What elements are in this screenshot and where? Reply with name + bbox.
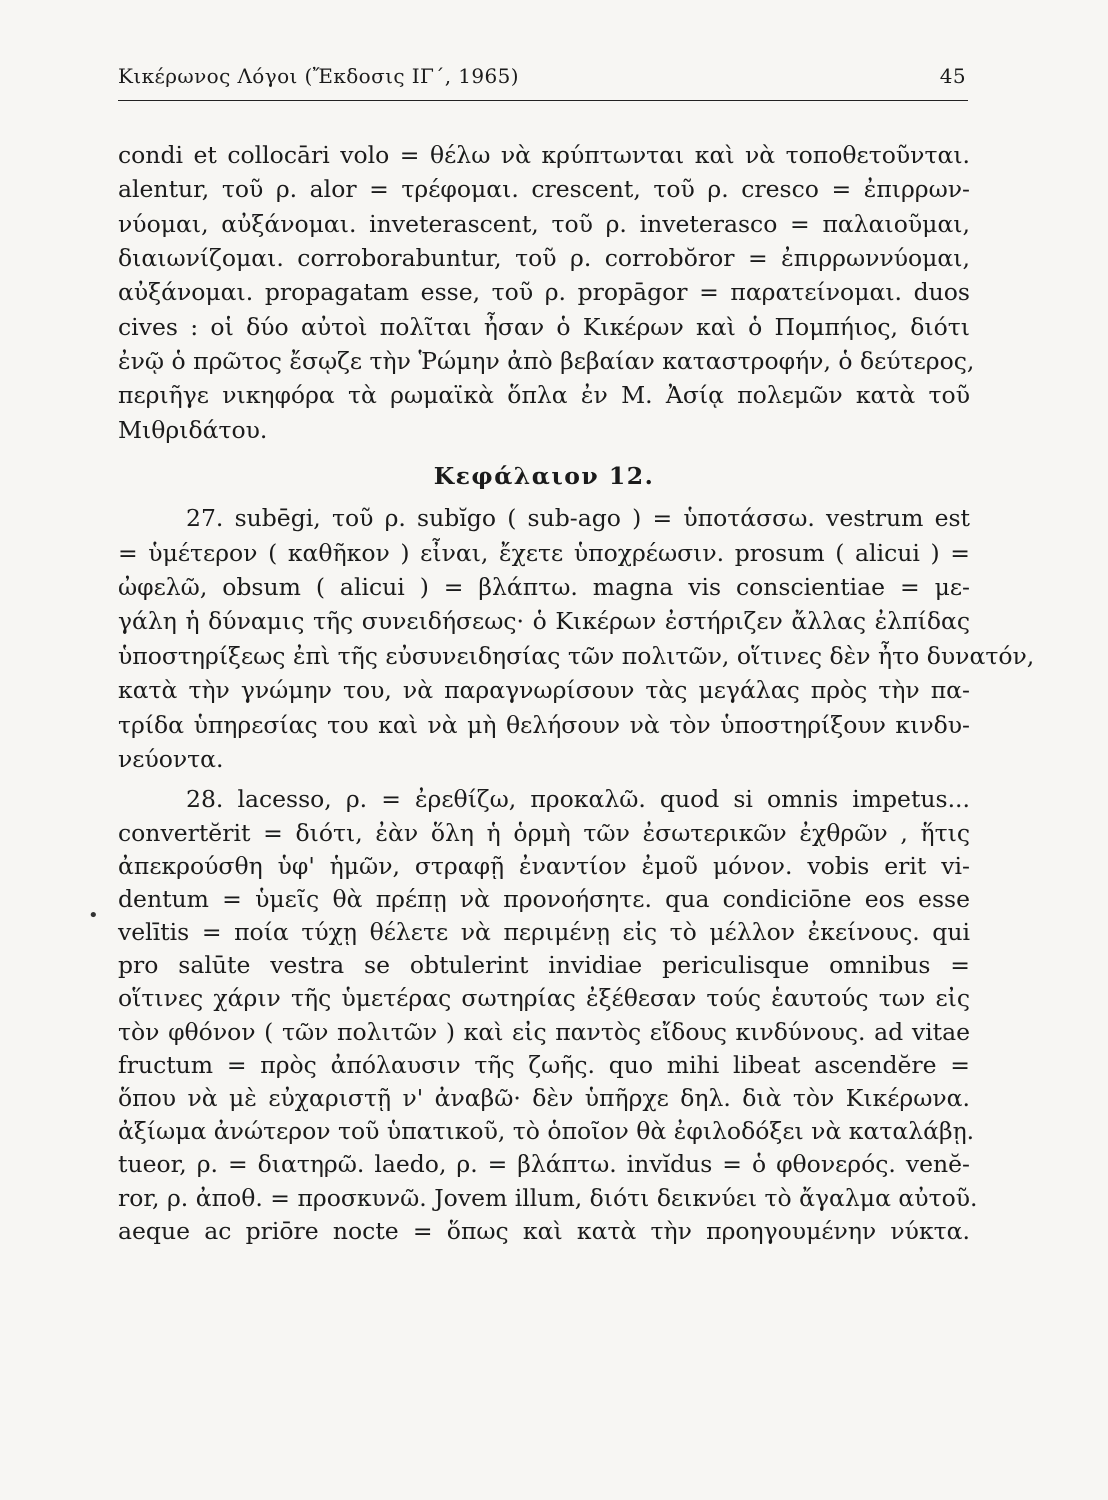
text-line: Μιθριδάτου. xyxy=(118,415,268,444)
text-line: ror, ρ. ἀποθ. = προσκυνῶ. Jovem illum, διότι δεικνύει τὸ ἄγαλμα αὐτοῦ. xyxy=(118,1183,978,1212)
text-line: ἐνῷ ὁ πρῶτος ἔσῳζε τὴν Ῥώμην ἀπὸ βεβαίαν καταστροφήν, ὁ δεύτερος, xyxy=(118,347,975,376)
text-line: 27. subēgi, τοῦ ρ. subĭgo ( sub-ago ) = ὑποτάσσω. vestrum est xyxy=(186,504,970,533)
text-line: condi et collocāri volo = θέλω νὰ κρύπτωνται καὶ νὰ τοποθετοῦνται. xyxy=(118,141,970,169)
text-line: alentur, τοῦ ρ. alor = τρέφομαι. crescent, τοῦ ρ. cresco = ἐπιρρων- xyxy=(118,175,970,204)
text-line: αὐξάνομαι. propagatam esse, τοῦ ρ. propāgor = παρατείνομαι. duos xyxy=(118,278,970,307)
text-line: νύομαι, αὐξάνομαι. inveterascent, τοῦ ρ. inveterasco = παλαιοῦμαι, xyxy=(118,209,970,238)
text-line: velītis = ποία τύχῃ θέλετε νὰ περιμένῃ εἰς τὸ μέλλον ἐκείνους. qui xyxy=(118,918,970,947)
paragraph-27 xyxy=(118,501,1035,776)
margin-mark: • xyxy=(88,905,99,926)
text-line: ὑποστηρίξεως ἐπὶ τῆς εὐσυνειδησίας τῶν πολιτῶν, οἵτινες δὲν ἦτο δυνατόν, xyxy=(118,641,1035,670)
text-line: cives : οἱ δύο αὐτοὶ πολῖται ἦσαν ὁ Κικέρων καὶ ὁ Πομπήιος, διότι xyxy=(118,312,970,341)
text-line: fructum = πρὸς ἀπόλαυσιν τῆς ζωῆς. quo mihi libeat ascendĕre = xyxy=(118,1050,970,1079)
text-line: = ὑμέτερον ( καθῆκον ) εἶναι, ἔχετε ὑποχρέωσιν. prosum ( alicui ) = xyxy=(118,538,970,567)
header-title: Κικέρωνος Λόγοι (Ἔκδοσις ΙΓ΄, 1965) xyxy=(118,64,519,88)
running-header xyxy=(118,64,966,96)
text-line: aeque ac priōre nocte = ὅπως καὶ κατὰ τὴν προηγουμένην νύκτα. xyxy=(118,1216,970,1245)
text-line: τρίδα ὑπηρεσίας του καὶ νὰ μὴ θελήσουν νὰ τὸν ὑποστηρίξουν κινδυ- xyxy=(118,710,970,739)
text-line: γάλη ἡ δύναμις τῆς συνειδήσεως· ὁ Κικέρων ἐστήριζεν ἄλλας ἐλπίδας xyxy=(118,607,970,636)
text-line: ἀπεκρούσθη ὑφ' ἡμῶν, στραφῇ ἐναντίον ἐμοῦ μόνον. vobis erit vi- xyxy=(118,851,970,880)
text-line: dentum = ὑμεῖς θὰ πρέπῃ νὰ προνοήσητε. qua condiciōne eos esse xyxy=(118,884,970,913)
text-line: νεύοντα. xyxy=(118,744,224,773)
text-line: pro salūte vestra se obtulerint invidiae periculisque omnibus = xyxy=(118,951,970,980)
text-line: ὠφελῶ, obsum ( alicui ) = βλάπτω. magna vis conscientiae = με- xyxy=(118,573,970,602)
text-line: τὸν φθόνον ( τῶν πολιτῶν ) καὶ εἰς παντὸς εἴδους κινδύνους. ad vitae xyxy=(118,1017,970,1046)
page-number: 45 xyxy=(939,64,966,88)
paragraph-28 xyxy=(118,782,978,1248)
chapter-heading: Κεφάλαιον 12. xyxy=(433,462,655,491)
text-line: κατὰ τὴν γνώμην του, νὰ παραγνωρίσουν τὰς μεγάλας πρὸς τὴν πα- xyxy=(118,676,970,705)
text-line: οἵτινες χάριν τῆς ὑμετέρας σωτηρίας ἐξέθεσαν τούς ἑαυτούς των εἰς xyxy=(118,984,970,1013)
text-line: tueor, ρ. = διατηρῶ. laedo, ρ. = βλάπτω. invĭdus = ὁ φθονερός. venĕ- xyxy=(118,1150,970,1179)
page-body xyxy=(118,138,1035,1248)
text-line: 28. lacesso, ρ. = ἐρεθίζω, προκαλῶ. quod si omnis impetus... xyxy=(186,785,970,814)
text-line: διαιωνίζομαι. corroborabuntur, τοῦ ρ. corrobŏror = ἐπιρρωννύομαι, xyxy=(118,244,970,273)
text-line: ἀξίωμα ἀνώτερον τοῦ ὑπατικοῦ, τὸ ὁποῖον θὰ ἐφιλοδόξει νὰ καταλάβῃ. xyxy=(118,1117,975,1146)
text-line: περιῆγε νικηφόρα τὰ ρωμαϊκὰ ὅπλα ἐν Μ. Ἀσίᾳ πολεμῶν κατὰ τοῦ xyxy=(118,381,970,410)
paragraph-intro xyxy=(118,138,975,447)
text-line: ὅπου νὰ μὲ εὐχαριστῇ ν' ἀναβῶ· δὲν ὑπῆρχε δηλ. διὰ τὸν Κικέρωνα. xyxy=(118,1084,970,1113)
header-rule xyxy=(118,100,968,101)
text-line: convertĕrit = διότι, ἐὰν ὅλη ἡ ὁρμὴ τῶν ἐσωτερικῶν ἐχθρῶν , ἥτις xyxy=(118,818,970,847)
